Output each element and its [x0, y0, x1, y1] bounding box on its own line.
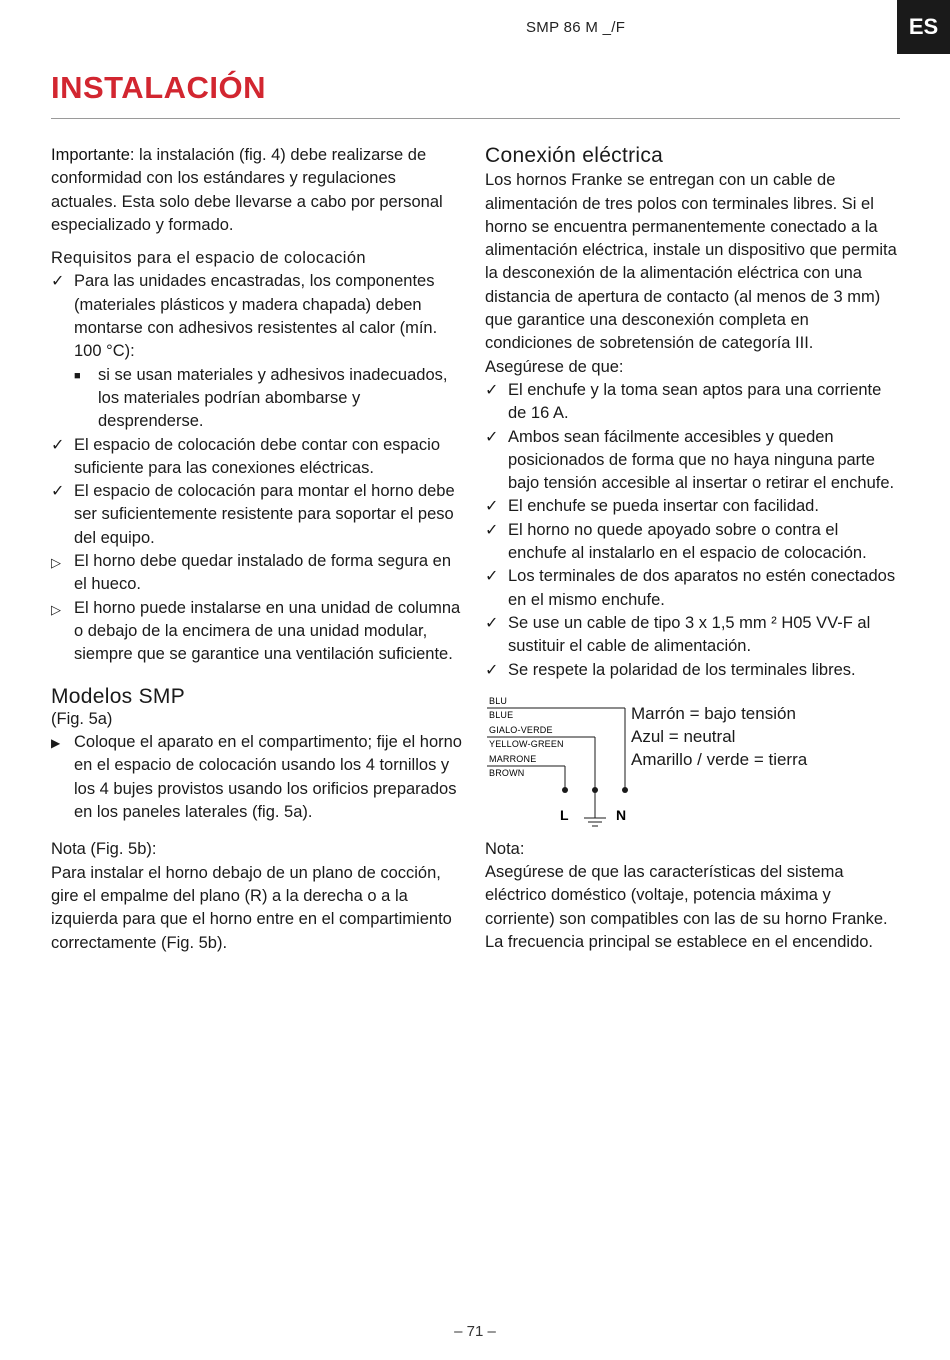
triangle-outline-icon: ▷	[51, 555, 61, 571]
list-item-text: Ambos sean fácilmente accesibles y queden posicionados de forma que no haya ninguna parte bajo tensión accesible al insertar o retirar el enchufe.	[508, 427, 895, 493]
list-item	[485, 612, 900, 659]
note-heading: Nota (Fig. 5b):	[51, 840, 157, 859]
electrical-intro: Los hornos Franke se entregan con un cable de alimentación de tres polos con terminales libres. Si el horno se encuentra permanentemente conectado a la alimentación eléctrica, instale un dispositivo que permita la desconexión de la alimentación eléctrica con una distancia de apertura de contacto (al menos de 3 mm) que garantice una desconexión completa en condiciones de sobretensión de categoría III.	[485, 171, 897, 353]
list-item-text: El horno no quede apoyado sobre o contra el enchufe al instalarlo en el espacio de colocación.	[508, 520, 867, 563]
intro-text: la instalación (fig. 4) debe realizarse de conformidad con los estándares y regulaciones actuales. Esta solo debe llevarse a cabo por personal especializado y formado.	[51, 146, 443, 234]
list-item	[51, 480, 466, 550]
list-item-text: El enchufe se pueda insertar con facilidad.	[508, 497, 819, 516]
terminal-dot	[622, 787, 628, 793]
checks-list	[485, 379, 900, 682]
list-item-text: El espacio de colocación para montar el horno debe ser suficientemente resistente para soportar el peso del equipo.	[74, 482, 455, 547]
terminal-dot	[592, 787, 598, 793]
list-item	[485, 495, 900, 518]
check-icon: ✓	[485, 521, 499, 539]
list-item	[485, 426, 900, 496]
wire-label: BLUE	[489, 709, 514, 720]
note-text: Para instalar el horno debajo de un plano de cocción, gire el empalme del plano (R) a la derecha o a la izquierda para que el horno entre en el compartimiento correctamente (Fig. 5b).	[51, 863, 452, 952]
ensure-text: Asegúrese de que:	[485, 357, 624, 376]
right-column	[485, 144, 900, 954]
legend-line: Amarillo / verde = tierra	[631, 750, 808, 770]
smp-heading: Modelos SMP	[51, 684, 186, 708]
sub-list	[74, 364, 466, 434]
check-icon: ✓	[485, 614, 499, 632]
square-bullet-icon: ■	[74, 369, 81, 382]
list-item	[485, 519, 900, 566]
wiring-diagram	[485, 694, 900, 834]
wire-label: YELLOW-GREEN	[489, 738, 564, 749]
electrical-heading: Conexión eléctrica	[485, 144, 664, 167]
left-column	[51, 144, 466, 955]
list-item	[485, 379, 900, 426]
list-item-text: El horno puede instalarse en una unidad de columna o debajo de la encimera de una unidad modular, siempre que se garantice una ventilación suficiente.	[74, 598, 461, 664]
list-item-text: Para las unidades encastradas, los componentes (materiales plásticos y madera chapada) deben montarse con adhesivos resistentes al calor (mín. 100 °C):	[74, 272, 438, 361]
list-item-text: Se respete la polaridad de los terminales libres.	[508, 660, 856, 679]
check-icon: ✓	[51, 483, 65, 501]
intro-label: Importante:	[51, 146, 135, 164]
intro-paragraph	[51, 144, 466, 237]
terminal-l-label: L	[560, 806, 569, 823]
list-item-text: Se use un cable de tipo 3 x 1,5 mm ² H05 VV-F al sustituir el cable de alimentación.	[508, 613, 871, 656]
list-item-text: El horno debe quedar instalado de forma segura en el hueco.	[74, 552, 452, 594]
list-item-text: Los terminales de dos aparatos no estén conectados en el mismo enchufe.	[508, 567, 896, 609]
list-item-text: si se usan materiales y adhesivos inadecuados, los materiales podrían abombarse y desprenderse.	[98, 365, 448, 431]
smp-figure-ref: (Fig. 5a)	[51, 709, 113, 728]
list-item-text: El enchufe y la toma sean aptos para una corriente de 16 A.	[508, 380, 882, 423]
list-item	[485, 565, 900, 612]
list-item	[51, 434, 466, 481]
check-icon: ✓	[485, 498, 499, 516]
language-tab: ES	[897, 0, 950, 54]
wiring-legend	[631, 702, 807, 772]
title-divider	[51, 118, 900, 119]
smp-steps	[51, 731, 466, 824]
list-item	[485, 659, 900, 682]
wire-label: MARRONE	[489, 753, 537, 764]
list-item	[74, 364, 466, 434]
header-model: SMP 86 M _/F	[526, 19, 626, 36]
check-icon: ✓	[51, 273, 65, 291]
check-icon: ✓	[485, 661, 499, 679]
wire-label: BLU	[489, 695, 508, 706]
triangle-outline-icon: ▷	[51, 601, 61, 617]
terminal-dot	[562, 787, 568, 793]
list-item-text: Coloque el aparato en el compartimento; fije el horno en el espacio de colocación usando los 4 tornillos y los 4 bujes provistos usando los orificios preparados en los paneles laterales (fig. 5a).	[74, 733, 462, 822]
list-item	[51, 270, 466, 433]
requirements-list	[51, 270, 466, 666]
requirements-heading: Requisitos para el espacio de colocación	[51, 249, 367, 268]
list-item	[51, 597, 466, 667]
page-number: – 71 –	[454, 1323, 496, 1340]
check-icon: ✓	[485, 568, 499, 586]
legend-line: Marrón = bajo tensión	[631, 703, 796, 723]
wire-label: GIALO-VERDE	[489, 724, 553, 735]
terminal-n-label: N	[616, 806, 627, 823]
wire-label: BROWN	[489, 767, 525, 778]
note-text: Asegúrese de que las características del sistema eléctrico doméstico (voltaje, potencia máxima y corriente) son compatibles con las de su horno Franke. La frecuencia principal se establece en el encendido.	[485, 863, 888, 952]
page-title: INSTALACIÓN	[51, 70, 267, 105]
list-item-text: El espacio de colocación debe contar con espacio suficiente para las conexiones eléctricas.	[74, 435, 440, 477]
check-icon: ✓	[51, 436, 65, 454]
check-icon: ✓	[485, 381, 499, 399]
legend-line: Azul = neutral	[631, 727, 736, 747]
list-item	[51, 550, 466, 597]
triangle-filled-icon: ▶	[51, 736, 61, 751]
note-heading: Nota:	[485, 839, 525, 858]
check-icon: ✓	[485, 428, 499, 446]
list-item	[51, 731, 466, 824]
wiring-drawing	[485, 694, 635, 834]
